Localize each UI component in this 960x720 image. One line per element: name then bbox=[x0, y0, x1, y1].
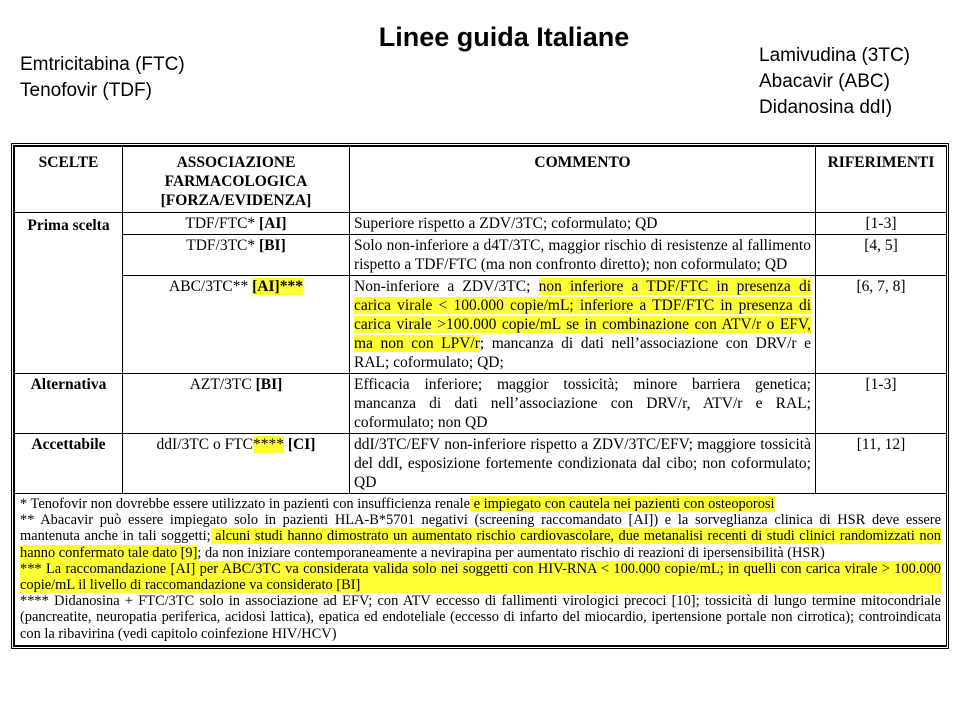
comment-highlight: non inferiore a TDF/FTC in presenza di carica virale < 100.000 copie/mL; inferiore a TDF/FTC in presenza di carica virale >100.000 copie/mL se in combinazione con ATV/r o EFV, ma non con LPV/r bbox=[354, 278, 812, 352]
table-header-row bbox=[15, 147, 947, 213]
association-text: TDF/FTC* bbox=[185, 215, 256, 232]
reference-cell: [1-3] bbox=[816, 374, 947, 434]
comment-cell: Superiore rispetto a ZDV/3TC; coformulato; QD bbox=[350, 213, 816, 235]
association-text: AZT/3TC bbox=[189, 376, 252, 393]
row-label-text: Accettabile bbox=[31, 436, 106, 453]
reference-cell: [11, 12] bbox=[816, 434, 947, 494]
comment-text: ; mancanza di dati nell’associazione con DRV/r e RAL; coformulato; QD; bbox=[354, 335, 811, 371]
row-label-text: Prima scelta bbox=[27, 217, 110, 234]
association-cell bbox=[123, 276, 350, 374]
footnote-1 bbox=[20, 496, 941, 512]
reference-cell: [1-3] bbox=[816, 213, 947, 235]
evidence-grade: [CI] bbox=[287, 436, 316, 453]
footnote-text: ** Abacavir può essere impiegato solo in pazienti HLA-B*5701 negativi (screening raccomandato [AI]) e la sorveglianza clinica di HSR deve essere mantenuta anche in tali soggetti; bbox=[20, 512, 941, 545]
evidence-grade: [BI] bbox=[259, 237, 286, 254]
row-label-text: Alternativa bbox=[30, 376, 107, 393]
table-row bbox=[15, 213, 947, 235]
association-cell bbox=[123, 213, 350, 235]
footnote-3: *** La raccomandazione [AI] per ABC/3TC va considerata valida solo nei soggetti con HIV-RNA < 100.000 copie/mL; in quelli con carica virale > 100.000 copie/mL il livello di raccomandazione va considerato [BI] bbox=[20, 560, 941, 594]
evidence-grade: [BI] bbox=[255, 376, 283, 393]
table-row bbox=[15, 374, 947, 434]
evidence-grade: [AI]*** bbox=[252, 278, 303, 295]
comment-cell: Solo non-inferiore a d4T/3TC, maggior rischio di resistenze al fallimento rispetto a TDF/FTC (ma non confronto diretto); non coformulato; QD bbox=[350, 235, 816, 276]
association-cell bbox=[123, 374, 350, 434]
reference-cell: [4, 5] bbox=[816, 235, 947, 276]
association-text: ABC/3TC** bbox=[169, 278, 249, 295]
row-label-alternativa bbox=[15, 374, 123, 434]
guidelines-table bbox=[11, 143, 949, 649]
comment-cell bbox=[350, 276, 816, 374]
drug-label: Emtricitabina (FTC) bbox=[20, 54, 185, 75]
comment-text: Non-inferiore a ZDV/3TC; bbox=[354, 278, 531, 295]
footnote-text: ; da non iniziare contemporaneamente a nevirapina per aumentato rischio di reazioni di ipersensibilità (HSR) bbox=[197, 544, 825, 561]
reference-cell: [6, 7, 8] bbox=[816, 276, 947, 374]
footnote-text: * Tenofovir non dovrebbe essere utilizzato in pazienti con insufficienza renale bbox=[20, 496, 470, 512]
footnote-marker: **** bbox=[253, 436, 284, 453]
footnote-4: **** Didanosina + FTC/3TC solo in associazione ad EFV; con ATV eccesso di fallimenti virologici precoci [10]; tossicità di lungo termine mitocondriale (pancreatite, neuropatia periferica, acidosi lattica), epatica ed endoteliale (eccesso di infarto del miocardio, ipertensione portale non cirrotica); controindicata con la ribavirina (vedi capitolo coinfezione HIV/HCV) bbox=[20, 593, 941, 642]
table-notes-row bbox=[15, 494, 947, 646]
drug-label: Tenofovir (TDF) bbox=[20, 80, 152, 101]
comment-cell: Efficacia inferiore; maggior tossicità; minore barriera genetica; mancanza di dati nell’associazione con DRV/r, ATV/r e RAL; coformulato; non QD bbox=[350, 374, 816, 434]
drug-label: Lamivudina (3TC) bbox=[759, 45, 910, 66]
page-title: Linee guida Italiane bbox=[378, 22, 630, 52]
association-text: ddI/3TC o FTC bbox=[156, 436, 253, 453]
footnote-highlight: e impiegato con cautela nei pazienti con osteoporosi bbox=[470, 496, 775, 512]
left-drug-list bbox=[20, 52, 185, 104]
evidence-grade: [AI] bbox=[259, 215, 287, 232]
drug-label: Didanosina ddI) bbox=[759, 97, 893, 118]
header-commento: COMMENTO bbox=[350, 147, 816, 213]
row-label-accettabile bbox=[15, 434, 123, 494]
row-label-prima-scelta bbox=[15, 213, 123, 374]
association-cell bbox=[123, 434, 350, 494]
footnote-highlight: alcuni studi hanno dimostrato un aumentato rischio cardiovascolare, due metanalisi recenti di studi clinici randomizzati non hanno confermato tale dato [9] bbox=[20, 528, 941, 561]
drug-label: Abacavir (ABC) bbox=[759, 71, 890, 92]
association-text: TDF/3TC* bbox=[186, 237, 256, 254]
header-scelte: SCELTE bbox=[15, 147, 123, 213]
right-drug-list bbox=[759, 43, 910, 121]
footnote-2 bbox=[20, 512, 941, 561]
comment-cell: ddI/3TC/EFV non-inferiore rispetto a ZDV/3TC/EFV; maggiore tossicità del ddI, esposizione fortemente condizionata dal cibo; non coformulato; QD bbox=[350, 434, 816, 494]
table-footnotes bbox=[15, 494, 947, 646]
association-cell bbox=[123, 235, 350, 276]
table-row bbox=[15, 276, 947, 374]
table-row bbox=[15, 235, 947, 276]
header-associazione: ASSOCIAZIONE FARMACOLOGICA [FORZA/EVIDENZA] bbox=[123, 147, 350, 213]
header-riferimenti: RIFERIMENTI bbox=[816, 147, 947, 213]
table-row bbox=[15, 434, 947, 494]
